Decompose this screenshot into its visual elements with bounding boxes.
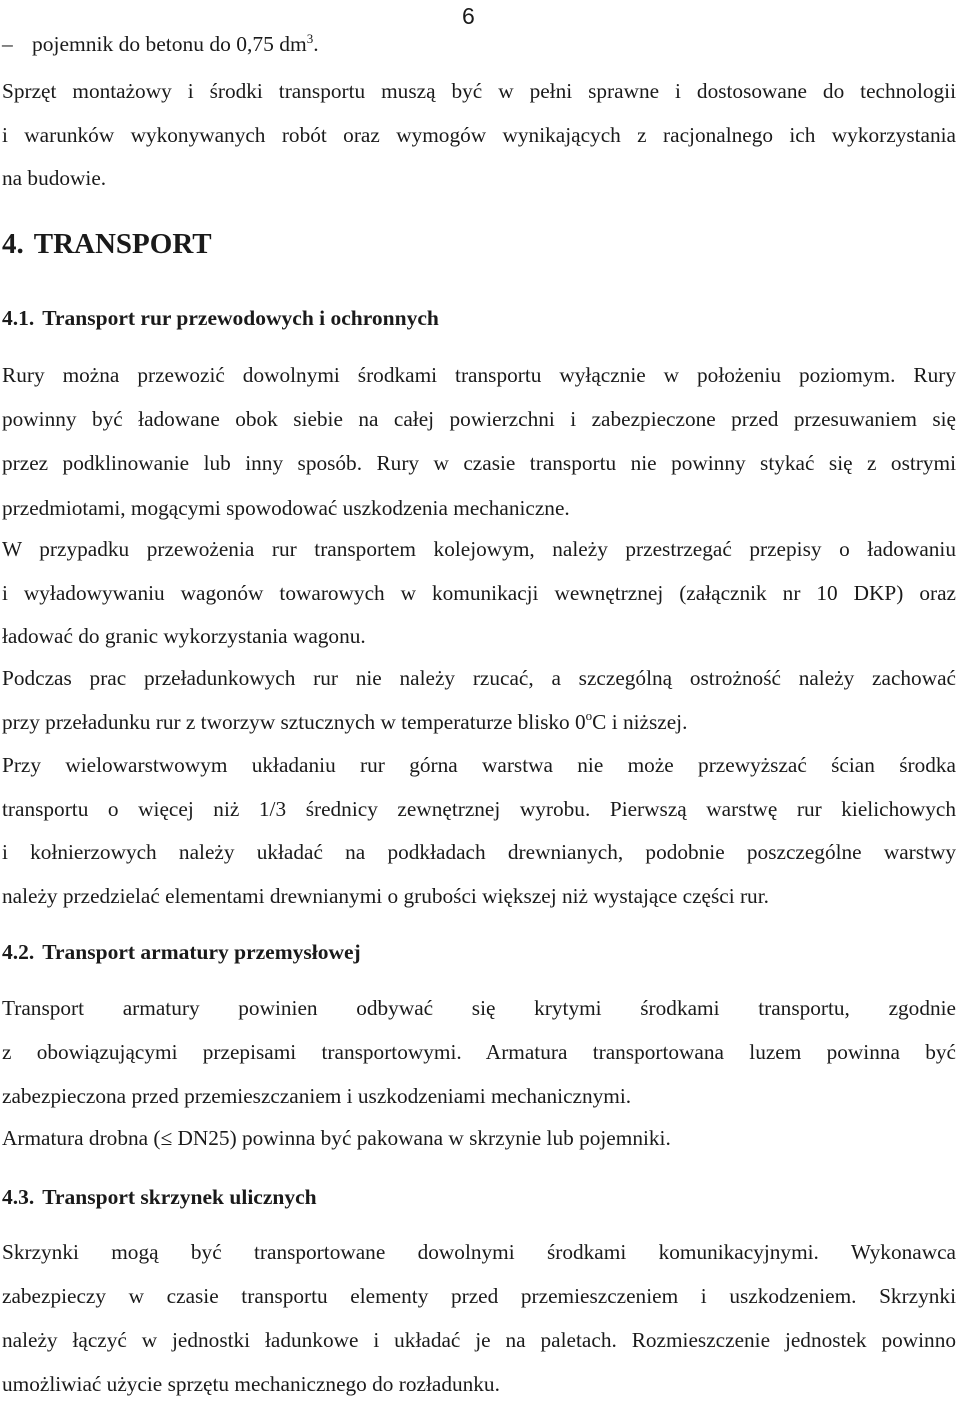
paragraph-4-1-a [2, 353, 956, 530]
paragraph-line: transportu o więcej niż 1/3 średnicy zewnętrznej wyrobu. Pierwszą warstwę rur kielichowych [2, 796, 956, 821]
paragraph-line: i kołnierzowych należy układać na podkładach drewnianych, podobnie poszczególne warstwy [2, 840, 956, 865]
dash-bullet: – [2, 32, 13, 56]
page-number: 6 [462, 3, 475, 29]
paragraph-4-1-d [2, 744, 956, 918]
paragraph-line [2, 1116, 956, 1160]
section-number: 4.1. [2, 306, 35, 330]
paragraph-line: Sprzęt montażowy i środki transportu muszą być w pełni sprawne i dostosowane do technologii [2, 79, 956, 103]
list-item-period: . [313, 32, 319, 56]
section-number: 4.3. [2, 1185, 35, 1209]
section-number: 4.2. [2, 940, 35, 964]
paragraph-4-2-a [2, 986, 956, 1118]
section-title: Transport armatury przemysłowej [42, 940, 361, 964]
paragraph-line: zabezpieczona przed przemieszczaniem i uszkodzeniami mechanicznymi. [2, 1084, 632, 1108]
paragraph-4-1-c [2, 657, 956, 744]
list-item-superscript: 3 [306, 31, 314, 46]
less-equal-symbol: ≤ [160, 1126, 173, 1150]
paragraph-4-2-b [2, 1116, 956, 1160]
text-run: C i niższej. [592, 709, 688, 734]
section-number: 4. [2, 228, 24, 260]
text-run: DN25) powinna być pakowana w skrzynie lub pojemniki. [172, 1126, 671, 1150]
section-title: Transport rur przewodowych i ochronnych [42, 306, 439, 330]
paragraph-line: zabezpieczy w czasie transportu elementy przed przemieszczeniem i uszkodzeniem. Skrzynki [2, 1284, 956, 1308]
section-title: TRANSPORT [33, 228, 212, 260]
paragraph-line: Rury można przewozić dowolnymi środkami transportu wyłącznie w położeniu poziomym. Rury [2, 363, 956, 387]
paragraph-line: przedmiotami, mogącymi spowodować uszkodzenia mechaniczne. [2, 495, 570, 520]
paragraph-4-1-b [2, 528, 956, 659]
paragraph-4-3-a [2, 1230, 956, 1406]
paragraph-line: powinny być ładowane obok siebie na całej powierzchni i zabezpieczone przed przesuwaniem się [2, 407, 956, 432]
list-item [2, 30, 319, 58]
paragraph-line: Transport armatury powinien odbywać się krytymi środkami transportu, zgodnie [2, 996, 956, 1020]
paragraph-line: przez podklinowanie lub inny sposób. Rury w czasie transportu nie powinny stykać się z ostrymi [2, 451, 956, 476]
paragraph-line: należy łączyć w jednostki ładunkowe i układać je na paletach. Rozmieszczenie jednostek powinno [2, 1328, 956, 1352]
paragraph-line: z obowiązującymi przepisami transportowymi. Armatura transportowana luzem powinna być [2, 1040, 956, 1064]
paragraph-line: Skrzynki mogą być transportowane dowolnymi środkami komunikacyjnymi. Wykonawca [2, 1240, 956, 1264]
text-run: przy przeładunku rur z tworzyw sztucznych w temperaturze blisko 0 [2, 709, 586, 734]
paragraph-line: na budowie. [2, 166, 107, 190]
section-heading-4 [2, 227, 212, 261]
intro-paragraph [2, 70, 956, 201]
paragraph-line: umożliwiać użycie sprzętu mechanicznego do rozładunku. [2, 1372, 500, 1396]
section-heading-4-2 [2, 938, 361, 966]
section-heading-4-3 [2, 1183, 317, 1211]
section-title: Transport skrzynek ulicznych [42, 1185, 317, 1209]
degree-superscript: o [585, 707, 593, 723]
text-run: Armatura drobna ( [2, 1126, 161, 1150]
paragraph-line: Przy wielowarstwowym układaniu rur górna warstwa nie może przewyższać ścian środka [2, 753, 956, 777]
paragraph-line: W przypadku przewożenia rur transportem kolejowym, należy przestrzegać przepisy o ładowaniu [2, 537, 956, 561]
paragraph-line: ładować do granic wykorzystania wagonu. [2, 624, 366, 648]
paragraph-line [2, 701, 956, 745]
paragraph-line: i wyładowywaniu wagonów towarowych w komunikacji wewnętrznej (załącznik nr 10 DKP) oraz [2, 580, 956, 605]
section-heading-4-1 [2, 304, 439, 332]
list-item-text: pojemnik do betonu do 0,75 dm [32, 32, 307, 56]
paragraph-line: należy przedzielać elementami drewnianymi o grubości większej niż wystające części rur. [2, 883, 769, 908]
paragraph-line: i warunków wykonywanych robót oraz wymogów wynikających z racjonalnego ich wykorzystania [2, 122, 956, 147]
paragraph-line: Podczas prac przeładunkowych rur nie należy rzucać, a szczególną ostrożność należy zachować [2, 666, 956, 690]
